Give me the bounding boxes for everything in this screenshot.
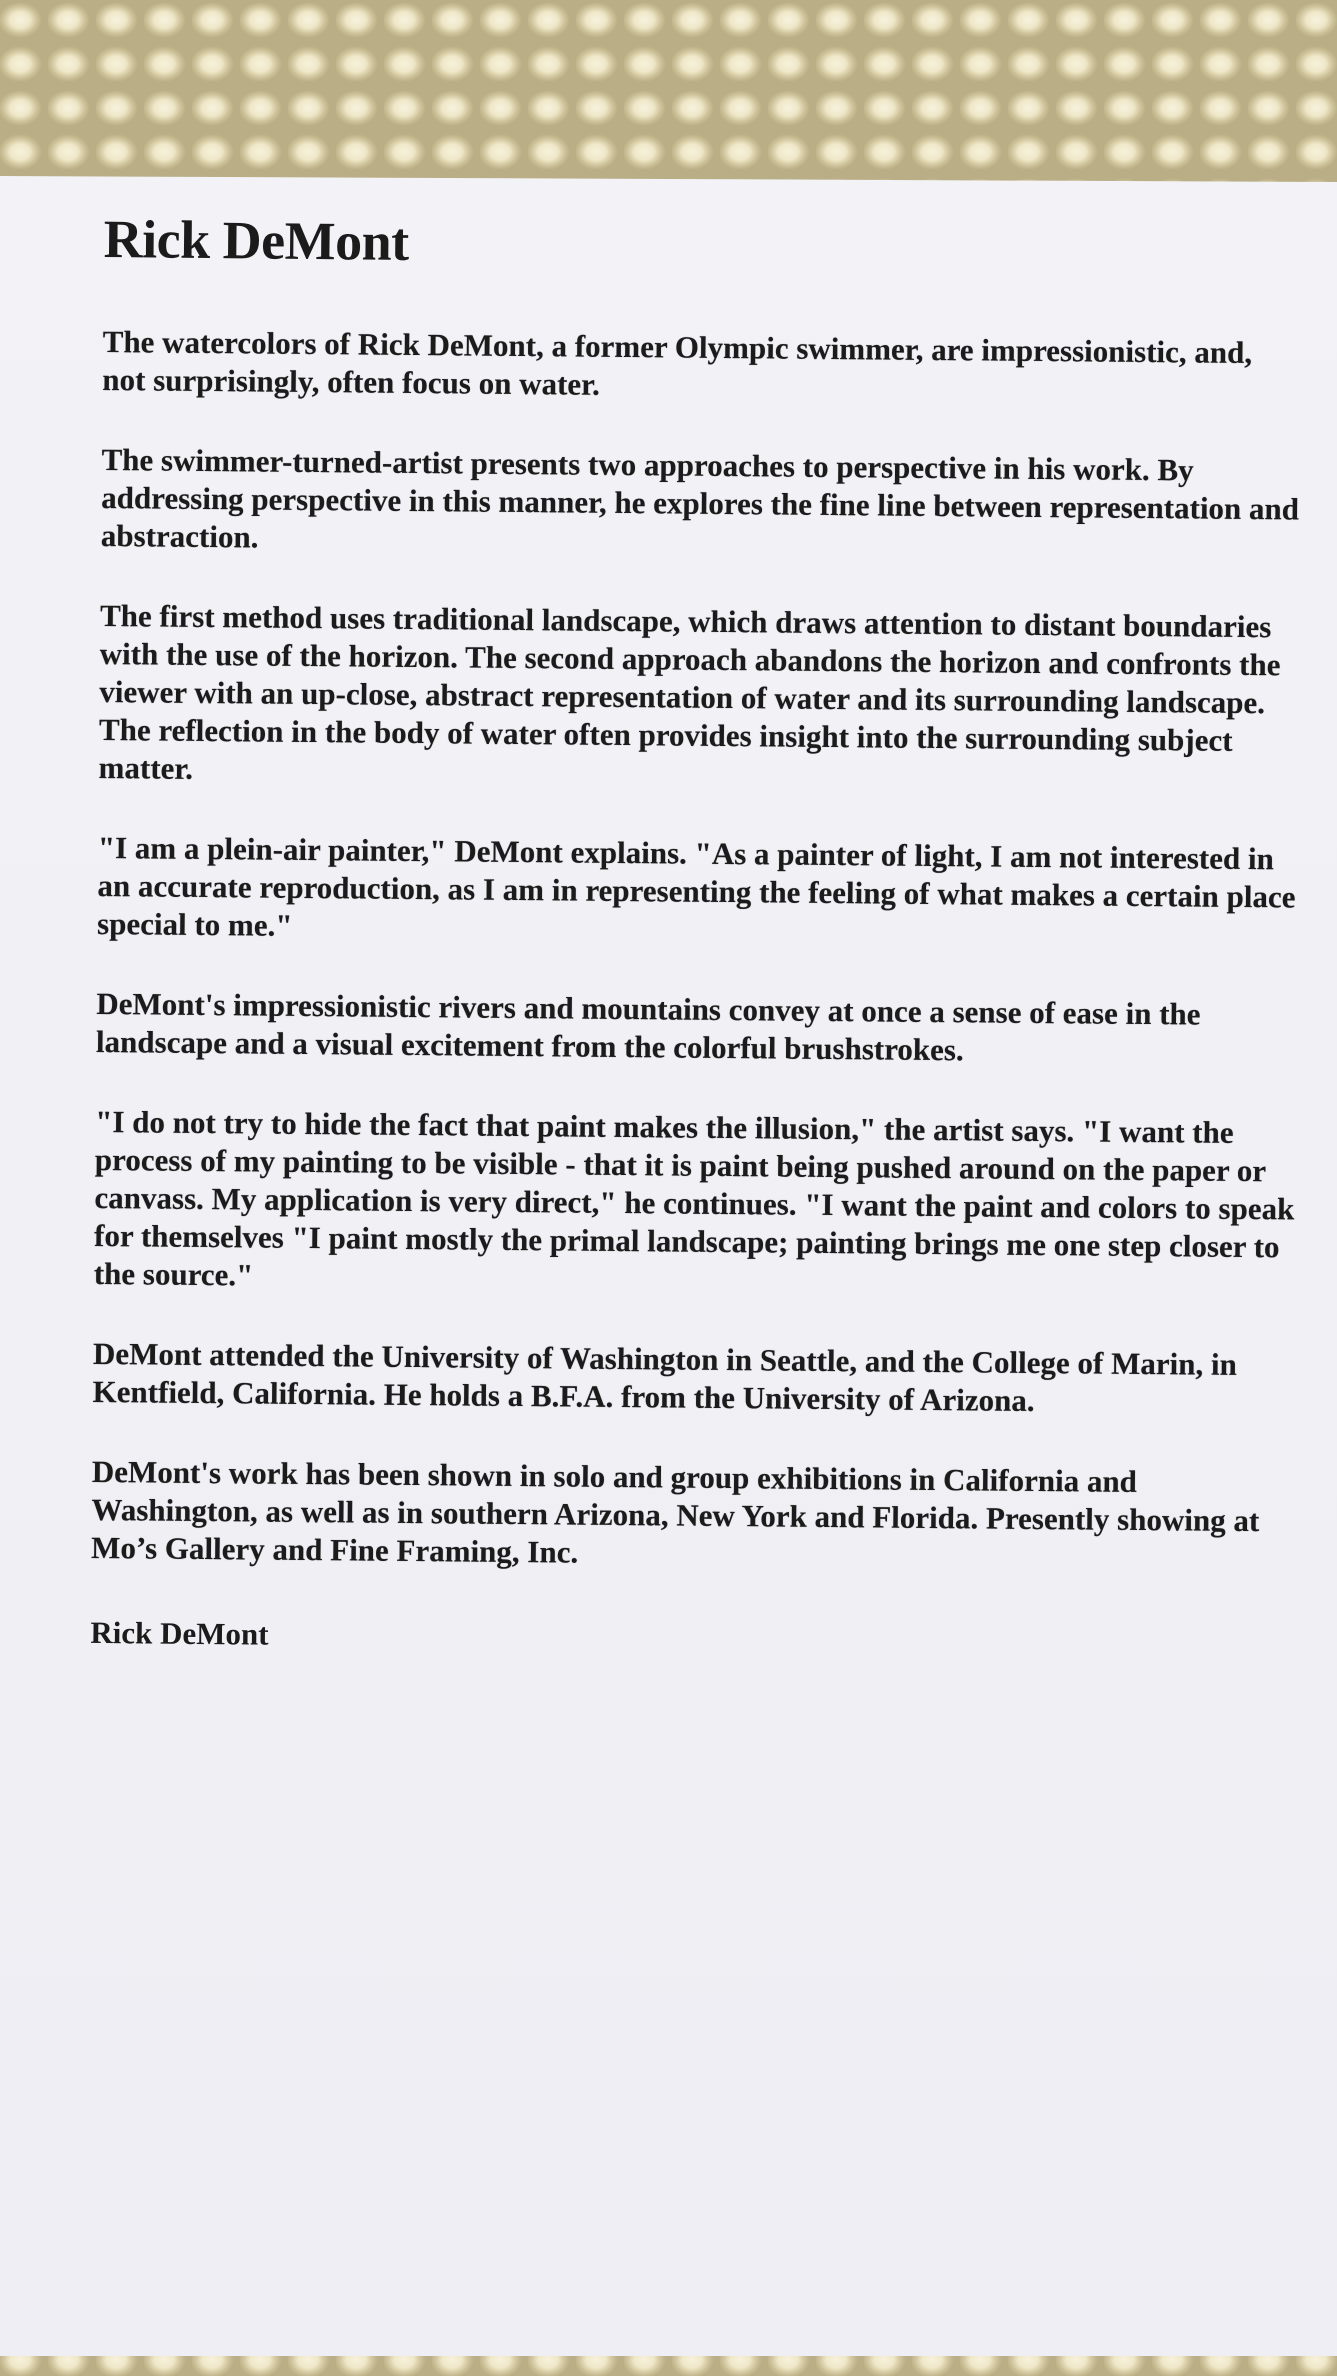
paragraph-education: DeMont attended the University of Washington in Seattle, and the College of Marin, in Kentfield, California. He holds a B.F.A. from the University of Arizona. [92, 1336, 1237, 1419]
paragraph-exhibitions: DeMont's work has been shown in solo and group exhibitions in California and Washington, as well as in southern Arizona, New York and Florida. Presently showing at Mo’s Gallery and Fine Framing, Inc. [90, 1454, 1260, 1571]
paragraph-rivers-mountains: DeMont's impressionistic rivers and mountains convey at once a sense of ease in the landscape and a visual excitement from the colorful brushstrokes. [95, 986, 1201, 1068]
paragraph-plein-air-quote: "I am a plein-air painter," DeMont explains. "As a painter of light, I am not interested in an accurate reproduction, as I am in representing the feeling of what makes a certain place special to me." [96, 830, 1296, 944]
paragraph-methods: The first method uses traditional landscape, which draws attention to distant boundaries with the use of the horizon. The second approach abandons the horizon and confronts the viewer with an up-close, abstract representation of water and its surrounding landscape. The reflection in the body of water often provides insight into the surrounding subject matter. [98, 598, 1281, 787]
signature: Rick DeMont [90, 1615, 269, 1653]
document-title: Rick DeMont [103, 209, 409, 272]
paragraph-paint-illusion-quote: "I do not try to hide the fact that paint makes the illusion," the artist says. "I want the process of my painting to be visible - that it is paint being pushed around on the paper or canvass. My application is very direct," he continues. "I want the paint and colors to speak for themselves "I paint mostly the primal landscape; painting brings me one step closer to the source." [93, 1104, 1295, 1293]
paragraph-perspective: The swimmer-turned-artist presents two approaches to perspective in his work. By addressing perspective in this manner, he explores the fine line between representation and abstraction. [100, 442, 1300, 555]
paragraph-intro: The watercolors of Rick DeMont, a former Olympic swimmer, are impressionistic, and, not surprisingly, often focus on water. [102, 324, 1253, 403]
document-body [90, 210, 1304, 1663]
